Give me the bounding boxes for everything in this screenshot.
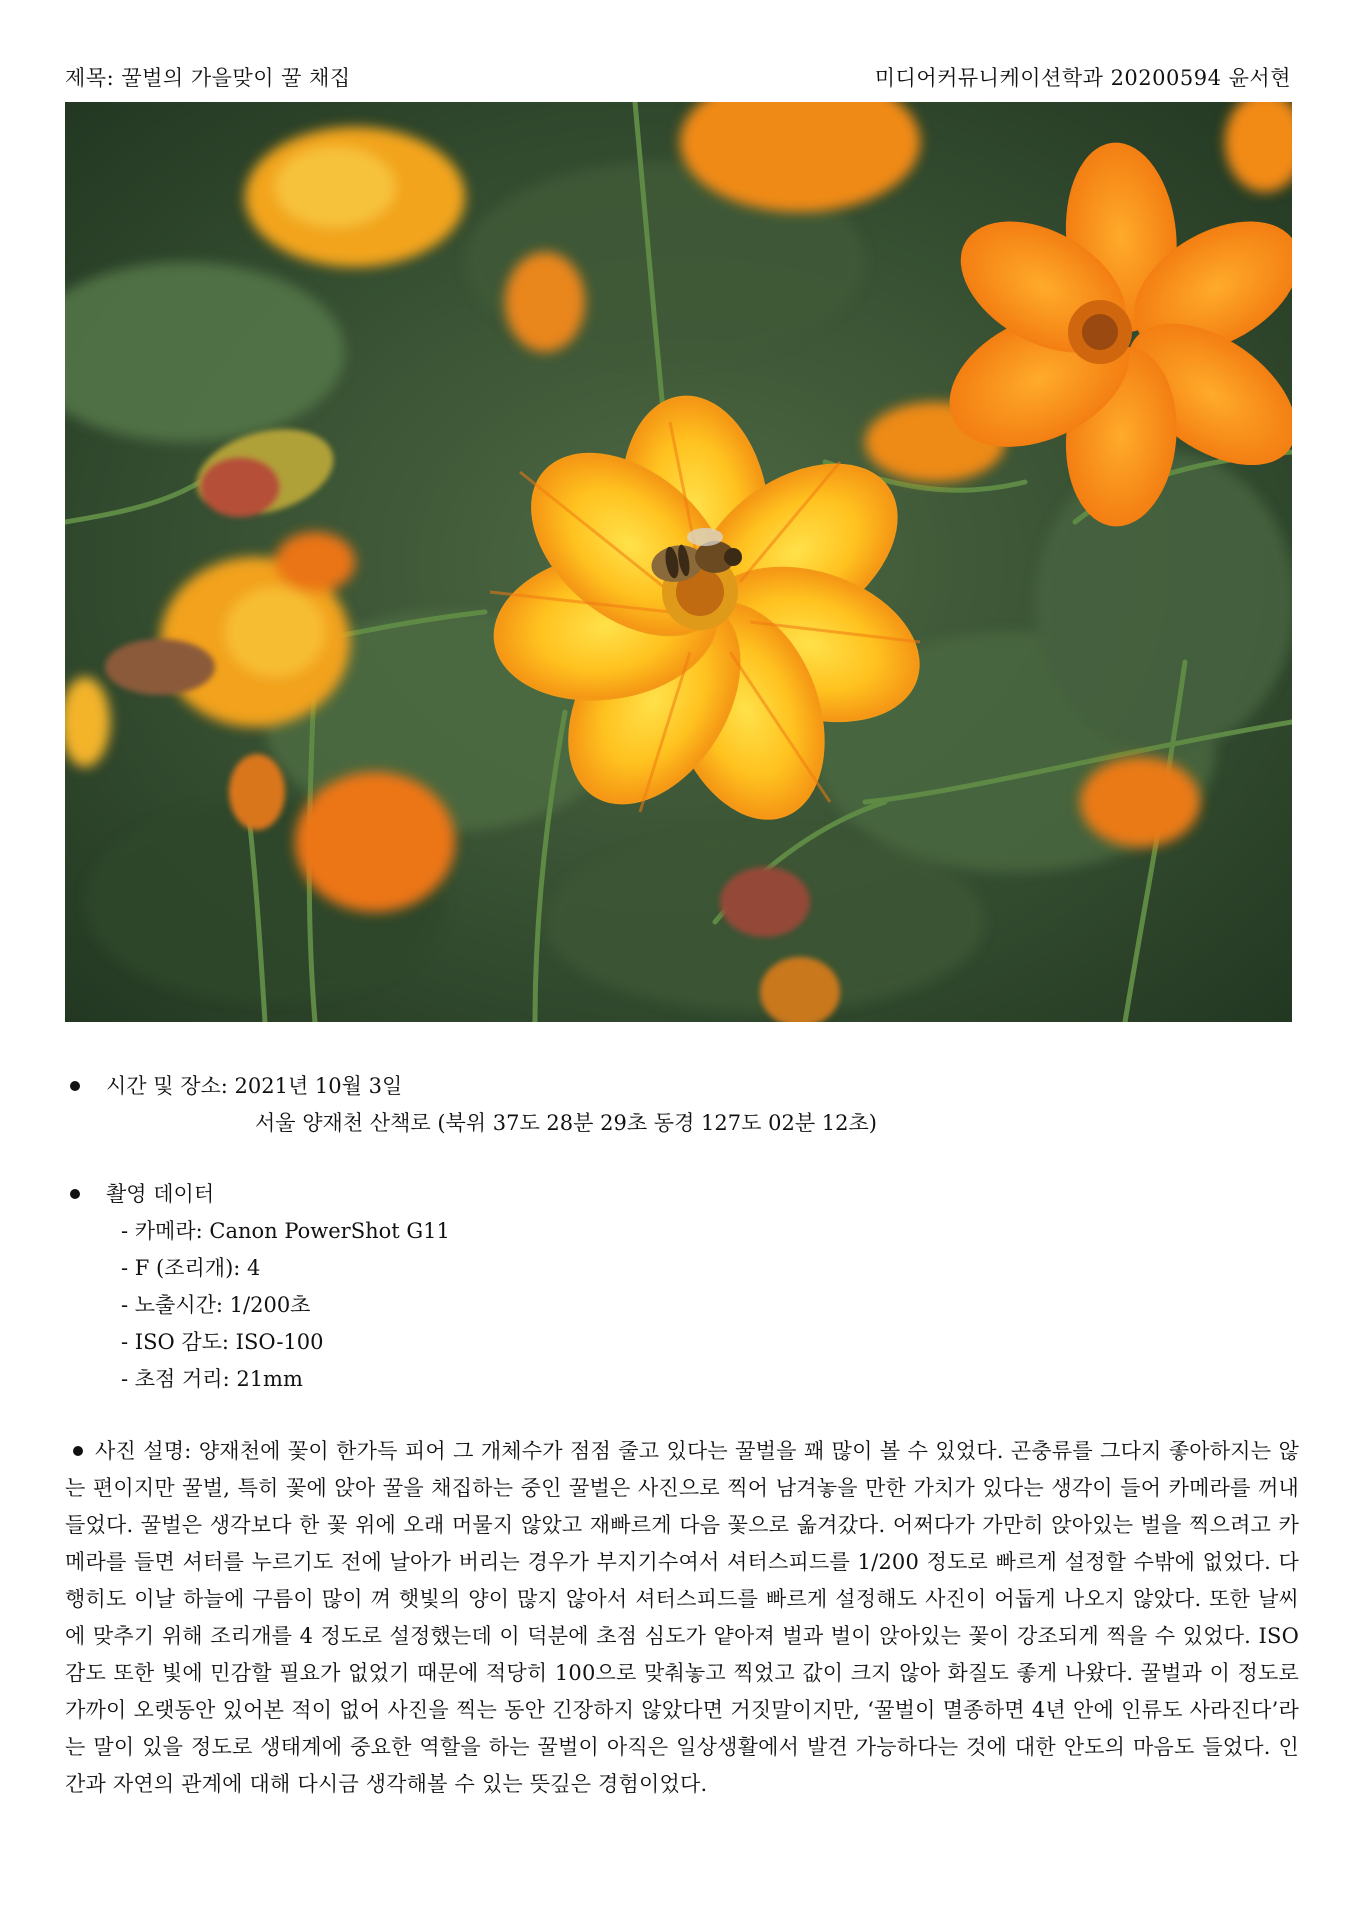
- cosmos-bee-photo: [65, 102, 1292, 1022]
- photo-illustration: [65, 102, 1292, 1022]
- document-title: 제목: 꿀벌의 가을맞이 꿀 채집: [65, 66, 351, 90]
- time-place-label: 시간 및 장소: 2021년 10월 3일: [106, 1074, 403, 1098]
- author-info: 미디어커뮤니케이션학과 20200594 윤서현: [874, 66, 1291, 90]
- shooting-data-section: [65, 1176, 1291, 1398]
- page-header: [65, 62, 1291, 92]
- description-text: 사진 설명: 양재천에 꽃이 한가득 피어 그 개체수가 점점 줄고 있다는 꿀벌을 꽤 많이 볼 수 있었다. 곤충류를 그다지 좋아하지는 않는 편이지만 꿀벌, 특히 꽃에 앉아 꿀을 채집하는 중인 꿀벌은 사진으로 찍어 남겨놓을 만한 가치가 있다는 생각이 들어 카메라를 꺼내 들었다. 꿀벌은 생각보다 한 꽃 위에 오래 머물지 않았고 재빠르게 다음 꽃으로 옮겨갔다. 어쩌다가 가만히 앉아있는 벌을 찍으려고 카메라를 들면 셔터를 누르기도 전에 날아가 버리는 경우가 부지기수여서 셔터스피드를 1/200 정도로 빠르게 설정할 수밖에 없었다. 다행히도 이날 하늘에 구름이 많이 껴 햇빛의 양이 많지 않아서 셔터스피드를 빠르게 설정해도 사진이 어둡게 나오지 않았다. 또한 날씨에 맞추기 위해 조리개를 4 정도로 설정했는데 이 덕분에 초점 심도가 얕아져 벌과 벌이 앉아있는 꽃이 강조되게 찍을 수 있었다. ISO 감도 또한 빛에 민감할 필요가 없었기 때문에 적당히 100으로 맞춰놓고 찍었고 값이 크지 않아 화질도 좋게 나왔다. 꿀벌과 이 정도로 가까이 오랫동안 있어본 적이 없어 사진을 찍는 동안 긴장하지 않았다면 거짓말이지만, ‘꿀벌이 멸종하면 4년 안에 인류도 사라진다’라는 말이 있을 정도로 생태계에 중요한 역할을 하는 꿀벌이 아직은 일상생활에서 발견 가능하다는 것에 대한 안도의 마음도 들었다. 인간과 자연의 관계에 대해 다시금 생각해볼 수 있는 뜻깊은 경험이었다.: [65, 1439, 1299, 1796]
- focal-length-item: - 초점 거리: 21mm: [121, 1367, 303, 1391]
- iso-item: - ISO 감도: ISO-100: [121, 1330, 324, 1354]
- time-place-section: [65, 1068, 1291, 1142]
- aperture-item: - F (조리개): 4: [121, 1256, 261, 1280]
- place-line: 서울 양재천 산책로 (북위 37도 28분 29초 동경 127도 02분 12초): [255, 1111, 877, 1135]
- bullet-icon: [70, 1081, 80, 1091]
- exposure-item: - 노출시간: 1/200초: [121, 1293, 311, 1317]
- bullet-icon: [73, 1446, 83, 1456]
- shooting-data-heading: 촬영 데이터: [106, 1182, 215, 1206]
- photo-description: [65, 1433, 1299, 1803]
- bullet-icon: [70, 1189, 80, 1199]
- camera-item: - 카메라: Canon PowerShot G11: [121, 1219, 450, 1243]
